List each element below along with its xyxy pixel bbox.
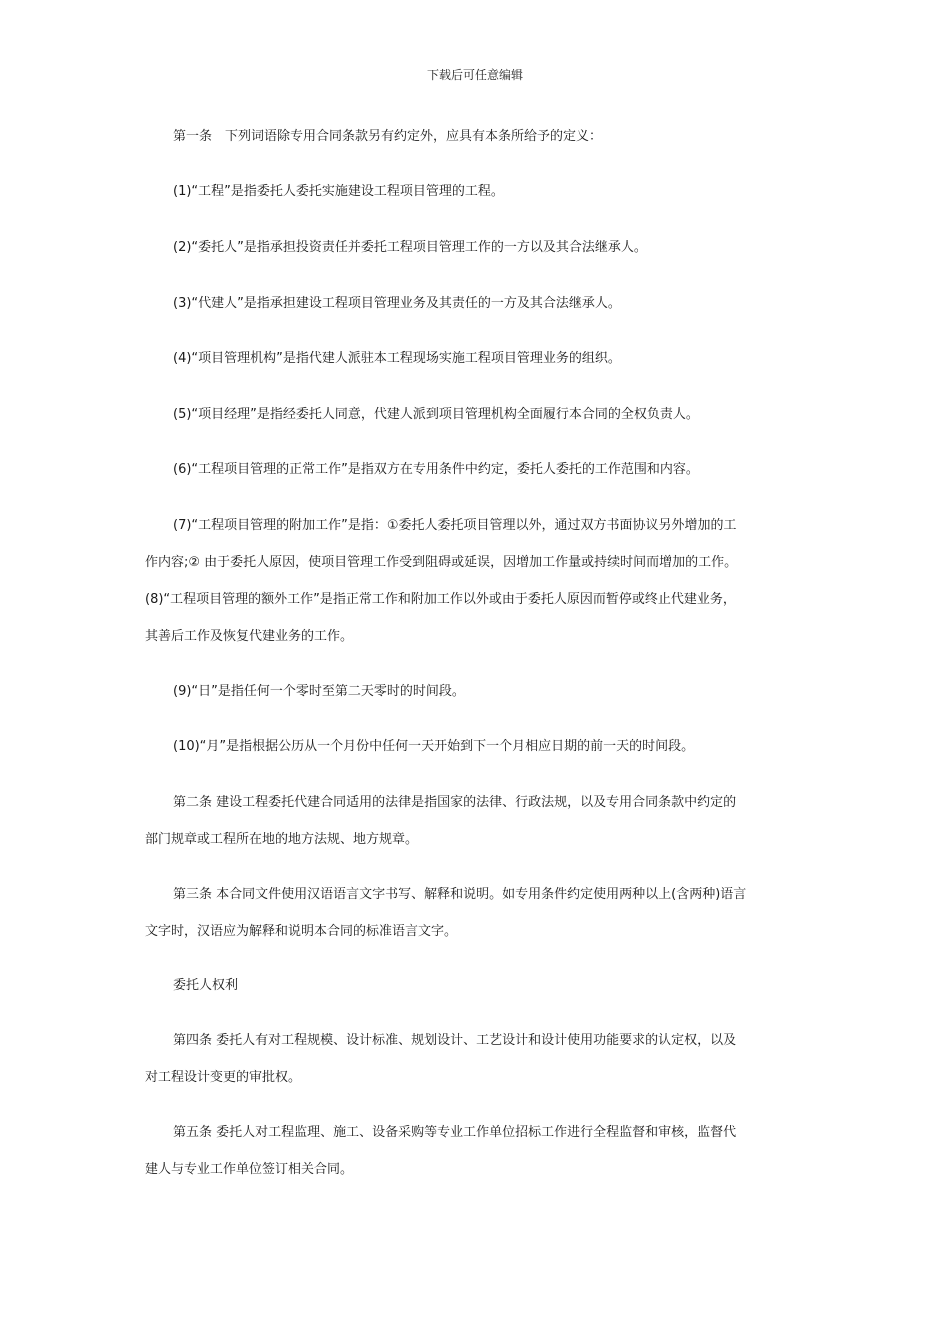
paragraph-line: (10)“月”是指根据公历从一个月份中任何一天开始到下一个月相应日期的前一天的时间段。	[173, 739, 695, 754]
paragraph-line: (9)“日”是指任何一个零时至第二天零时的时间段。	[173, 684, 465, 699]
paragraph-line: (2)“委托人”是指承担投资责任并委托工程项目管理工作的一方以及其合法继承人。	[173, 240, 647, 255]
paragraph-definition-10	[145, 728, 810, 765]
paragraph-line: 第二条 建设工程委托代建合同适用的法律是指国家的法律、行政法规，以及专用合同条款中约定的	[173, 795, 737, 810]
paragraph-line: 第一条 下列词语除专用合同条款另有约定外，应具有本条所给予的定义：	[173, 129, 603, 144]
paragraph-line: 委托人权利	[173, 978, 239, 993]
paragraph-article-4	[145, 1022, 810, 1096]
paragraph-line: 第三条 本合同文件使用汉语语言文字书写、解释和说明。如专用条件约定使用两种以上(含两种)语言	[173, 887, 747, 902]
paragraph-line: (7)“工程项目管理的附加工作”是指：①委托人委托项目管理以外，通过双方书面协议另外增加的工	[173, 518, 737, 533]
paragraph-line: 作内容;② 由于委托人原因，使项目管理工作受到阻碍或延误，因增加工作量或持续时间而增加的工作。	[145, 555, 738, 570]
header-note: 下载后可任意编辑	[426, 68, 523, 82]
paragraph-line: (8)“工程项目管理的额外工作”是指正常工作和附加工作以外或由于委托人原因而暂停或终止代建业务，	[145, 592, 736, 607]
paragraph-article-1	[145, 118, 810, 155]
paragraph-line: (5)“项目经理”是指经委托人同意，代建人派到项目管理机构全面履行本合同的全权负责人。	[173, 407, 699, 422]
paragraph-line: (3)“代建人”是指承担建设工程项目管理业务及其责任的一方及其合法继承人。	[173, 296, 621, 311]
paragraph-line: (4)“项目管理机构”是指代建人派驻本工程现场实施工程项目管理业务的组织。	[173, 351, 621, 366]
paragraph-article-3	[145, 876, 810, 950]
paragraph-line: 第五条 委托人对工程监理、施工、设备采购等专业工作单位招标工作进行全程监督和审核，监督代	[173, 1125, 737, 1140]
paragraph-definition-4	[145, 340, 810, 377]
paragraph-article-2	[145, 784, 810, 858]
paragraph-definition-5	[145, 396, 810, 433]
paragraph-definition-9	[145, 673, 810, 710]
paragraph-definition-1	[145, 173, 810, 210]
section-heading-client-rights	[145, 967, 810, 1004]
paragraph-line: (6)“工程项目管理的正常工作”是指双方在专用条件中约定，委托人委托的工作范围和内容。	[173, 462, 699, 477]
paragraph-definition-2	[145, 229, 810, 266]
paragraph-line: 其善后工作及恢复代建业务的工作。	[145, 629, 354, 644]
paragraph-line: (1)“工程”是指委托人委托实施建设工程项目管理的工程。	[173, 184, 504, 199]
paragraph-definition-3	[145, 285, 810, 322]
paragraph-definition-7-8	[145, 507, 810, 655]
paragraph-definition-6	[145, 451, 810, 488]
paragraph-article-5	[145, 1114, 810, 1188]
paragraph-line: 文字时，汉语应为解释和说明本合同的标准语言文字。	[145, 924, 458, 939]
paragraph-line: 对工程设计变更的审批权。	[145, 1070, 302, 1085]
paragraph-line: 部门规章或工程所在地的地方法规、地方规章。	[145, 832, 419, 847]
paragraph-line: 第四条 委托人有对工程规模、设计标准、规划设计、工艺设计和设计使用功能要求的认定权，以及	[173, 1033, 737, 1048]
paragraph-line: 建人与专业工作单位签订相关合同。	[145, 1162, 354, 1177]
